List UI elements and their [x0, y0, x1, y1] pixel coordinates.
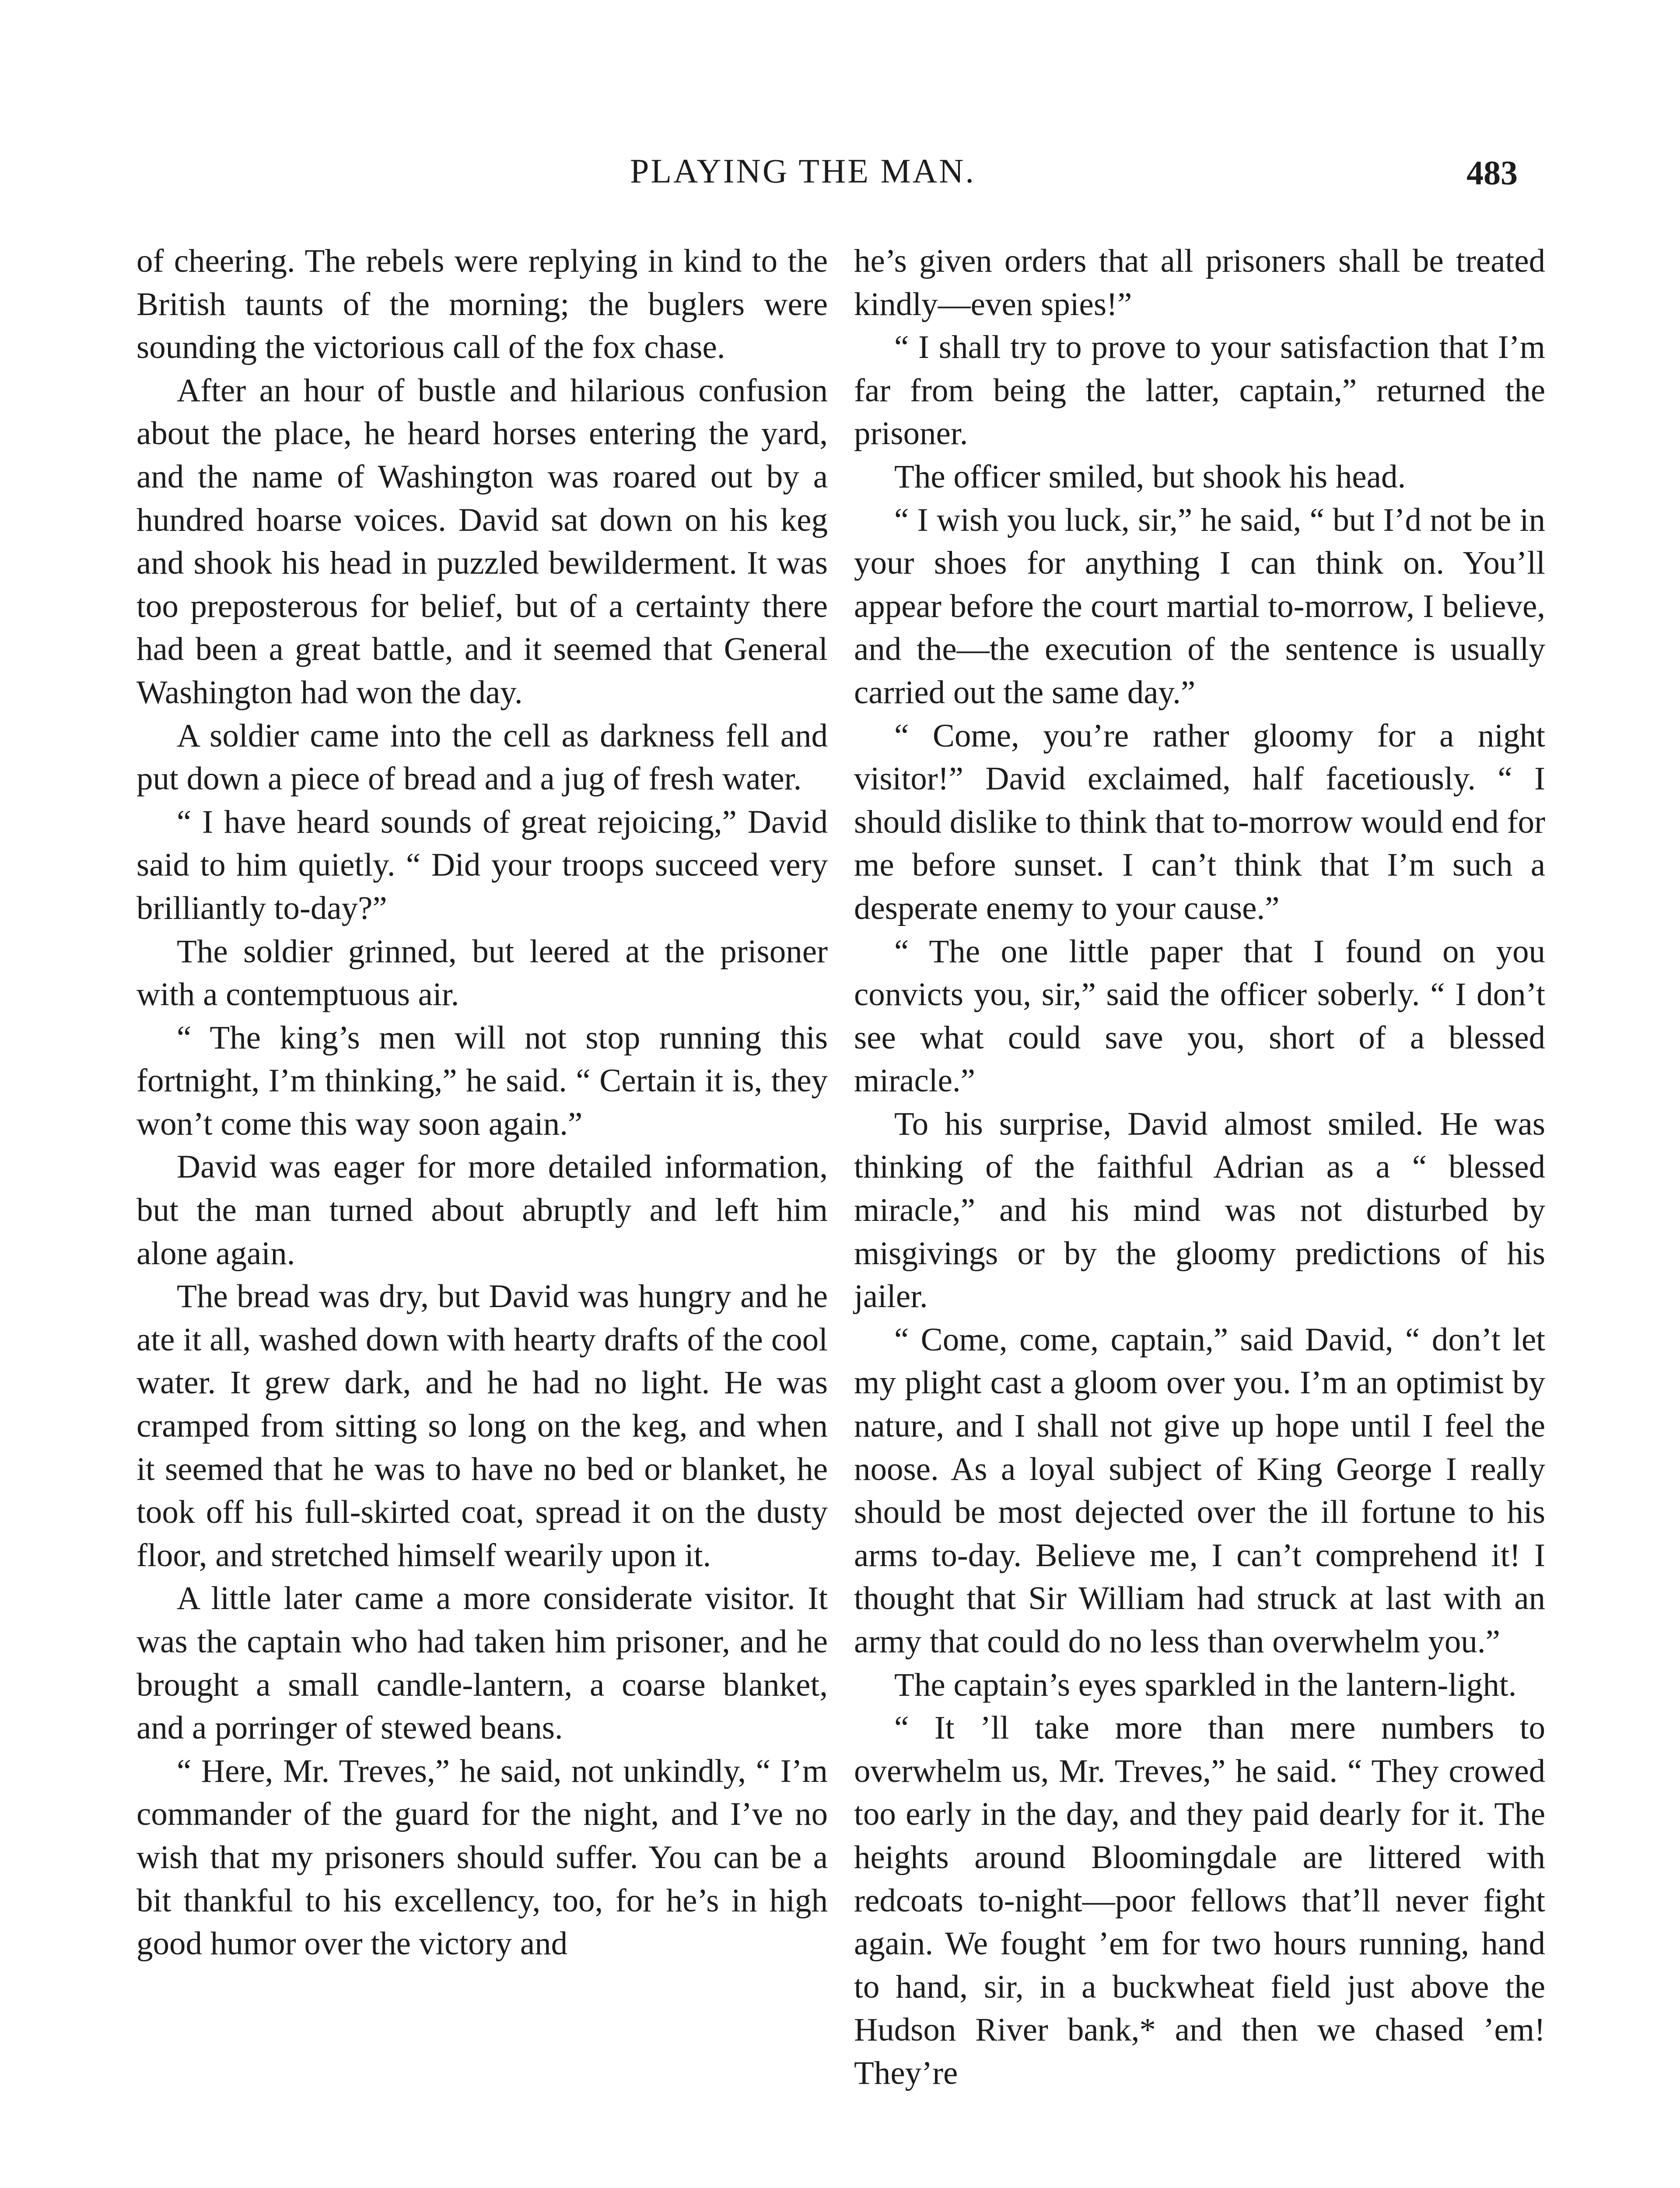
paragraph: A little later came a more considerate visitor. It was the captain who had taken him prisoner, and he brought a small candle-lantern, a coarse blanket, and a porringer of stewed beans.: [136, 1580, 828, 1746]
running-title: PLAYING THE MAN.: [630, 152, 976, 190]
paragraph: The captain’s eyes sparkled in the lantern-light.: [894, 1666, 1517, 1703]
paragraph: “ Here, Mr. Treves,” he said, not unkindly, “ I’m commander of the guard for the night, and I’ve no wish that my prisoners should suffer. You can be a bit thankful to his excellency, too, for he’s in high good humor over the victory and: [136, 1753, 828, 1962]
paragraph: he’s given orders that all prisoners shall be treated kindly—even spies!”: [854, 243, 1545, 323]
paragraph: The soldier grinned, but leered at the prisoner with a contemptuous air.: [136, 933, 828, 1013]
page-number: 483: [1466, 154, 1518, 192]
paragraph: “ It ’ll take more than mere numbers to overwhelm us, Mr. Treves,” he said. “ They crowed too early in the day, and they paid dearly for it. The heights around Bloomingdale are littered with redcoats to-night—poor fellows that’ll never fight again. We fought ’em for two hours running, hand to hand, sir, in a buckwheat field just above the Hudson River bank,* and then we chased ’em! They’re: [854, 1710, 1545, 2091]
paragraph: The bread was dry, but David was hungry and he ate it all, washed down with hearty drafts of the cool water. It grew dark, and he had no light. He was cramped from sitting so long on the keg, and when it seemed that he was to have no bed or blanket, he took off his full-skirted coat, spread it on the dusty floor, and stretched himself wearily upon it.: [136, 1278, 828, 1574]
paragraph: “ The king’s men will not stop running this fortnight, I’m thinking,” he said. “ Certain it is, they won’t come this way soon again.”: [136, 1019, 828, 1142]
paragraph: “ Come, come, captain,” said David, “ don’t let my plight cast a gloom over you. I’m an optimist by nature, and I shall not give up hope until I feel the noose. As a loyal subject of King George I really should be most dejected over the ill fortune to his arms to-day. Believe me, I can’t comprehend it! I thought that Sir William had struck at last with an army that could do no less than overwhelm you.”: [854, 1321, 1545, 1660]
paragraph: of cheering. The rebels were replying in kind to the British taunts of the morning; the buglers were sounding the victorious call of the fox chase.: [136, 243, 828, 366]
paragraph: David was eager for more detailed information, but the man turned about abruptly and left him alone again.: [136, 1149, 828, 1272]
paragraph: A soldier came into the cell as darkness fell and put down a piece of bread and a jug of fresh water.: [136, 717, 828, 797]
paragraph: After an hour of bustle and hilarious confusion about the place, he heard horses entering the yard, and the name of Washington was roared out by a hundred hoarse voices. David sat down on his keg and shook his head in puzzled bewilderment. It was too preposterous for belief, but of a certainty there had been a great battle, and it seemed that General Washington had won the day.: [136, 372, 828, 711]
right-column: [854, 240, 1545, 2095]
paragraph: “ I wish you luck, sir,” he said, “ but I’d not be in your shoes for anything I can think on. You’ll appear before the court martial to-morrow, I believe, and the—the execution of the sentence is usually carried out the same day.”: [854, 501, 1545, 711]
paragraph: “ The one little paper that I found on you convicts you, sir,” said the officer soberly. “ I don’t see what could save you, short of a blessed miracle.”: [854, 933, 1545, 1099]
paragraph: “ I have heard sounds of great rejoicing,” David said to him quietly. “ Did your troops succeed very brilliantly to-day?”: [136, 803, 828, 926]
paragraph: To his surprise, David almost smiled. He was thinking of the faithful Adrian as a “ blessed miracle,” and his mind was not disturbed by misgivings or by the gloomy predictions of his jailer.: [854, 1105, 1545, 1315]
paragraph: “ Come, you’re rather gloomy for a night visitor!” David exclaimed, half facetiously. “ I should dislike to think that to-morrow would end for me before sunset. I can’t think that I’m such a desperate enemy to your cause.”: [854, 717, 1545, 926]
paragraph: “ I shall try to prove to your satisfaction that I’m far from being the latter, captain,” returned the prisoner.: [854, 329, 1545, 452]
paragraph: The officer smiled, but shook his head.: [894, 458, 1406, 495]
left-column: [136, 240, 828, 1966]
